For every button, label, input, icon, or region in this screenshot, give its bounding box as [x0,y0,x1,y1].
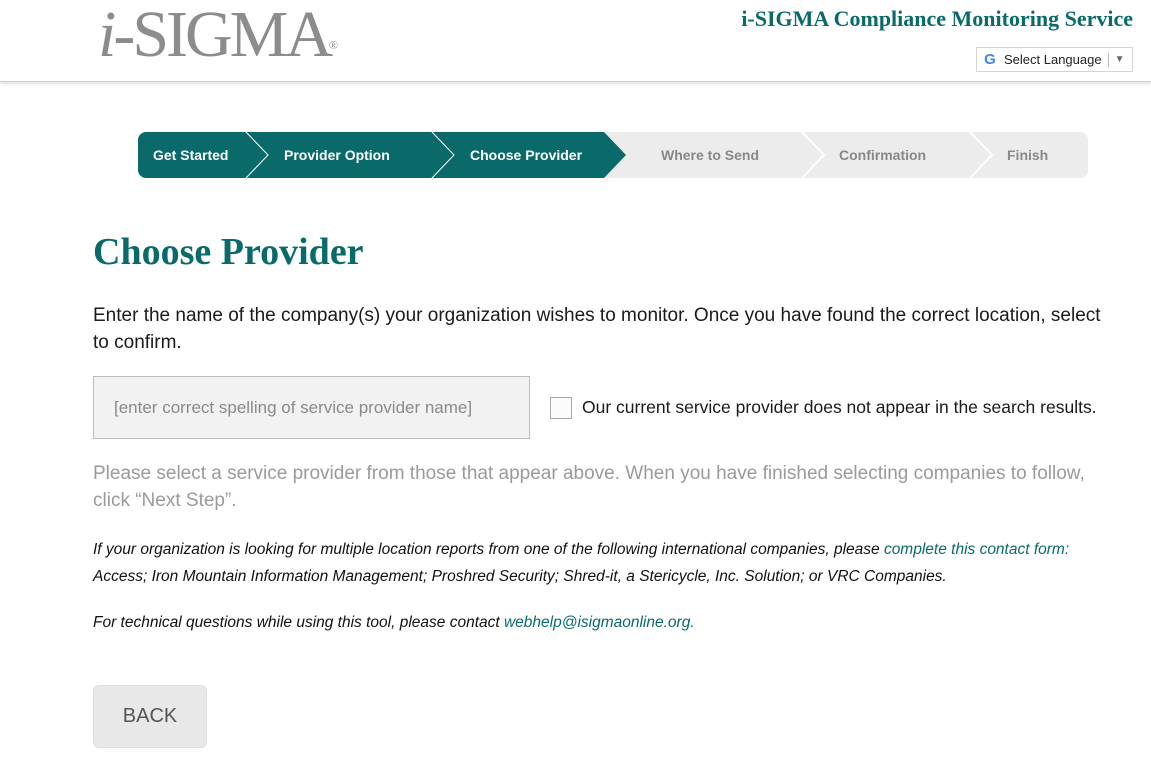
page-title: Choose Provider [93,231,364,273]
logo-prefix: i- [98,0,133,71]
language-selector-label: Select Language [1004,52,1102,67]
step-provider-option: Provider Option [284,147,390,163]
dropdown-arrow-icon: ▼ [1114,54,1125,65]
selection-hint: Please select a service provider from those that appear above. When you have finished selecting companies to follow, click “Next Step”. [93,463,1085,511]
technical-help-note [93,609,695,636]
note-prefix: If your organization is looking for multiple location reports from one of the following international companies, please [93,541,884,558]
progress-stepper [138,132,1088,178]
note-suffix: Access; Iron Mountain Information Management; Proshred Security; Shred-it, a Stericycle, Inc. Solution; or VRC Companies. [93,568,947,585]
provider-search-input[interactable] [93,376,530,439]
step-separator [970,132,992,178]
step-choose-provider: Choose Provider [470,147,583,163]
service-title: i-SIGMA Compliance Monitoring Service [741,6,1133,31]
back-button[interactable]: BACK [93,685,207,748]
stepper-background [138,132,1088,178]
step-get-started: Get Started [153,147,229,163]
logo-main: SIGMA [132,0,331,71]
language-selector[interactable] [976,47,1133,72]
google-icon: G [984,50,996,68]
intro-text: Enter the name of the company(s) your organization wishes to monitor. Once you have found the correct location, select to confirm. [93,305,1101,353]
language-selector-divider [1108,53,1109,67]
step-finish: Finish [1007,147,1049,163]
step-separator [802,132,824,178]
international-note [93,536,1123,590]
step-confirmation: Confirmation [839,147,927,163]
site-header [0,0,1151,82]
provider-not-found-checkbox[interactable] [550,397,572,419]
logo-registered-mark: ® [328,38,339,52]
contact-form-link[interactable]: complete this contact form: [883,541,1070,558]
provider-not-found-label[interactable]: Our current service provider does not appear in the search results. [582,397,1097,417]
tech-prefix: For technical questions while using this tool, please contact [93,614,504,631]
step-where-to-send: Where to Send [661,147,760,163]
isigma-logo[interactable] [98,0,339,71]
webhelp-email-link[interactable]: webhelp@isigmaonline.org. [503,614,695,631]
